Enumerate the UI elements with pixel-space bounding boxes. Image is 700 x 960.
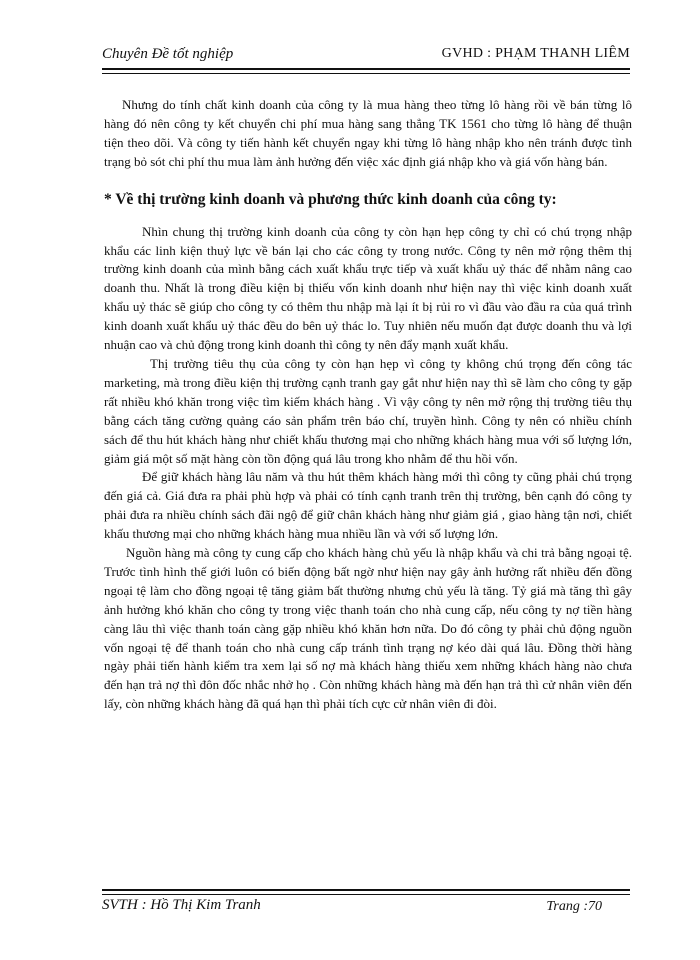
paragraph-foreign-currency: Nguồn hàng mà công ty cung cấp cho khách hàng chủ yếu là nhập khẩu và chi trả bằng ngoại tệ. Trước tình hình thế giới luôn có biến động bất ngờ như hiện nay gây ảnh hưởng rất nhiều đến đồng ngoại tệ làm cho đồng ngoại tệ tăng giảm bất thường nhưng chủ yếu là tăng. Tỷ giá mà tăng thì gây ảnh hưởng khó khăn cho công ty trong việc thanh toán cho nhà cung cấp, nếu công ty nợ tiền hàng càng lâu thì việc thanh toán càng gặp nhiều khó khăn hơn nữa. Do đó công ty phải chủ động nguồn vốn ngoại tệ để thanh toán cho nhà cung cấp tránh tình trạng nợ kéo dài quá lâu. Đồng thời hàng ngày phải tiến hành kiểm tra xem lại số nợ mà khách hàng thiếu xem những khách hàng nào chưa đến hạn trả nợ thì đôn đốc nhắc nhở họ . Còn những khách hàng mà đến hạn trả thì cử nhân viên đến lấy, còn những khách hàng đã quá hạn thì phải tích cực cử nhân viên đi đòi. xyxy=(104,545,632,712)
paragraph-purchase-costs: Nhưng do tính chất kinh doanh của công ty là mua hàng theo từng lô hàng rồi về bán từng lô hàng đó nên công ty kết chuyển chi phí mua hàng sang thẳng TK 1561 cho từng lô hàng để thuận tiện theo dõi. Và công ty tiến hành kết chuyển ngay khi từng lô hàng nhập kho nên tránh được tình trạng bỏ sót chi phí thu mua làm ảnh hưởng đến việc xác định giá nhập kho và giá vốn hàng bán. xyxy=(104,97,632,169)
paragraph-customer-retention: Để giữ khách hàng lâu năm và thu hút thêm khách hàng mới thì công ty cũng phải chú trọng đến giá cả. Giá đưa ra phải phù hợp và phải có tính cạnh tranh trên thị trường, bên cạnh đó công ty phải đưa ra nhiều chính sách đãi ngộ để giữ chân khách hàng như giảm giá , giao hàng tận nơi, chiết khấu thương mại cho những khách hàng mua nhiều lần và với số lượng lớn. xyxy=(104,469,632,542)
supervisor-name: GVHD : PHẠM THANH LIÊM xyxy=(441,46,630,61)
page-body xyxy=(104,96,632,714)
paragraph-business-market: Nhìn chung thị trường kinh doanh của công ty còn hạn hẹp công ty chỉ có chú trọng nhập khẩu các linh kiện thuỷ lực về bán lại cho các công ty trong nước. Công ty nên mở rộng thêm thị trường kinh doanh của mình bằng cách xuất khẩu trực tiếp và xuất khẩu uỷ thác để nhằm nâng cao doanh thu. Nhất là trong điều kiện bị thiếu vốn kinh doanh như hiện nay thì việc kinh doanh xuất khẩu uỷ thác sẽ giúp cho công ty có thêm thu nhập mà lại ít bị rủi ro vì đầu vào đầu ra của quá trình kinh doanh xuất khẩu uỷ thác đều do bên uỷ thác lo. Tuy nhiên nếu muốn đạt được doanh thu và lợi nhuận cao và chủ động trong kinh doanh thì công ty nên đẩy mạnh xuất khẩu. xyxy=(104,223,632,353)
page-footer xyxy=(102,895,630,919)
page-number: Trang :70 xyxy=(546,899,602,914)
document-title: Chuyên Đề tốt nghiệp xyxy=(102,46,234,62)
student-name: SVTH : Hồ Thị Kim Tranh xyxy=(102,897,261,913)
page-header xyxy=(102,44,630,68)
section-heading: * Về thị trường kinh doanh và phương thức kinh doanh của công ty: xyxy=(104,190,557,208)
header-divider xyxy=(102,68,630,74)
paragraph-consumption-market: Thị trường tiêu thụ của công ty còn hạn hẹp vì công ty không chú trọng đến công tác marketing, mà trong điều kiện thị trường cạnh tranh gay gắt như hiện nay thì sẽ làm cho công ty gặp rất nhiều khó khăn trong việc tìm kiếm khách hàng . Vì vậy công ty nên mở rộng thị trường tiêu thụ bằng cách tăng cường quảng cáo sản phẩm trên báo chí, truyền hình. Công ty nên có nhiều chính sách để thu hút khách hàng như chiết khấu thương mại cho những khách hàng mua với số lượng lớn, giảm giá một số mặt hàng còn tồn động quá lâu trong kho nhằm để thu hồi vốn. xyxy=(104,355,632,466)
